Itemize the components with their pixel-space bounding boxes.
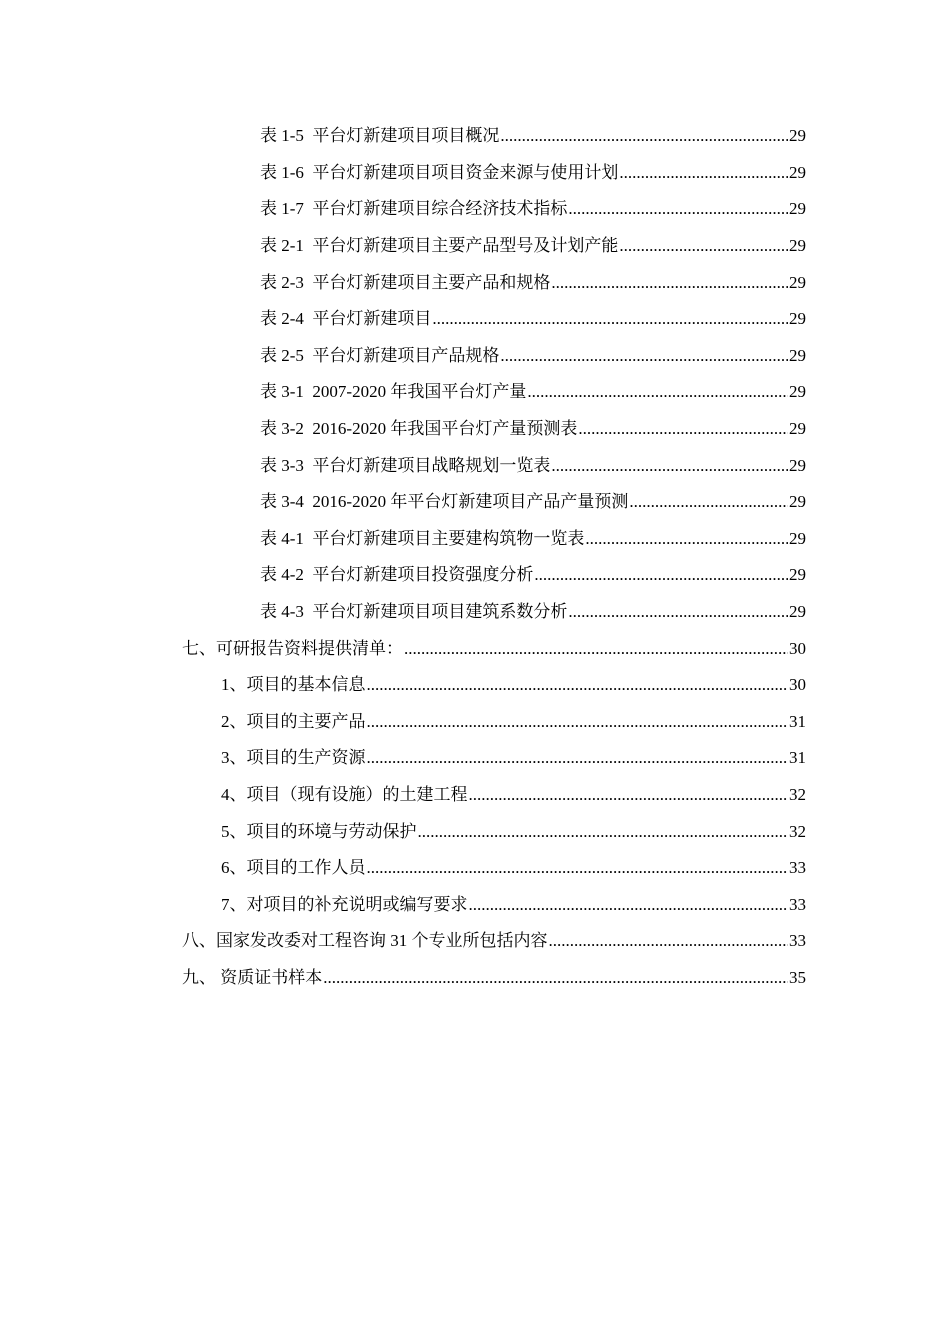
toc-entry-number: 表 1-6 [260,162,313,182]
toc-entry-page: 29 [789,602,806,622]
dot-leader [578,418,788,440]
toc-entry-item-5[interactable] [0,813,950,850]
toc-entry-number: 表 2-3 [260,272,313,292]
toc-entry-table-4-3[interactable] [0,594,950,631]
toc-entry-number: 表 3-2 [260,419,313,439]
toc-entry-page: 30 [789,638,806,658]
toc-entry-number: 表 4-1 [260,528,313,548]
toc-entry-title: 2、项目的主要产品 [221,711,366,731]
toc-entry-table-2-4[interactable] [0,301,950,338]
toc-entry-page: 30 [789,675,806,695]
toc-entry-number: 表 2-5 [260,345,313,365]
toc-entry-title: 七、可研报告资料提供清单： [182,638,403,658]
dot-leader [469,894,789,916]
toc-entry-title: 2016-2020 年我国平台灯产量预测表 [312,419,578,439]
dot-leader [500,125,788,147]
toc-entry-page: 33 [789,894,806,914]
toc-entry-number: 表 2-1 [260,236,313,256]
toc-entry-section-7[interactable] [0,630,950,667]
toc-entry-title: 6、项目的工作人员 [221,858,366,878]
toc-entry-page: 29 [789,565,806,585]
toc-entry-item-6[interactable] [0,850,950,887]
toc-entry-number: 表 4-3 [260,602,313,622]
toc-entry-table-3-2[interactable] [0,411,950,448]
toc-entry-table-1-7[interactable] [0,191,950,228]
toc-entry-number: 表 3-4 [260,492,313,512]
toc-entry-table-4-1[interactable] [0,521,950,558]
toc-entry-title: 4、项目（现有设施）的土建工程 [221,784,468,804]
toc-entry-title: 2007-2020 年我国平台灯产量 [312,382,527,402]
toc-entry-number: 表 2-4 [260,309,313,329]
toc-entry-title: 平台灯新建项目主要建构筑物一览表 [312,528,585,548]
toc-entry-title: 平台灯新建项目主要产品型号及计划产能 [312,236,619,256]
toc-entry-table-3-3[interactable] [0,447,950,484]
toc-entry-page: 35 [789,967,806,987]
toc-entry-title: 平台灯新建项目产品规格 [312,345,500,365]
toc-entry-page: 32 [789,821,806,841]
table-of-contents [0,118,950,996]
dot-leader [549,930,789,952]
toc-entry-section-8[interactable] [0,923,950,960]
toc-entry-item-3[interactable] [0,740,950,777]
toc-entry-table-2-5[interactable] [0,338,950,375]
toc-entry-item-7[interactable] [0,886,950,923]
toc-entry-table-1-5[interactable] [0,118,950,155]
toc-entry-page: 29 [789,382,806,402]
dot-leader [619,162,788,184]
toc-entry-title: 7、对项目的补充说明或编写要求 [221,894,468,914]
toc-entry-title: 平台灯新建项目投资强度分析 [312,565,534,585]
toc-entry-table-3-1[interactable] [0,374,950,411]
toc-entry-item-4[interactable] [0,777,950,814]
toc-entry-number: 表 3-3 [260,455,313,475]
toc-entry-number: 表 1-7 [260,199,313,219]
toc-entry-item-1[interactable] [0,667,950,704]
toc-entry-table-2-3[interactable] [0,264,950,301]
toc-entry-number: 表 3-1 [260,382,313,402]
toc-entry-title: 八、国家发改委对工程咨询 31 个专业所包括内容 [182,931,548,951]
dot-leader [629,491,788,513]
dot-leader [551,272,788,294]
dot-leader [500,345,788,367]
toc-entry-page: 29 [789,272,806,292]
toc-entry-page: 32 [789,784,806,804]
dot-leader [551,455,788,477]
toc-entry-number: 表 1-5 [260,126,313,146]
dot-leader [619,235,788,257]
dot-leader [568,601,788,623]
dot-leader [367,674,789,696]
toc-entry-page: 29 [789,199,806,219]
toc-entry-title: 1、项目的基本信息 [221,675,366,695]
dot-leader [534,564,788,586]
dot-leader [527,381,788,403]
toc-entry-page: 29 [789,492,806,512]
toc-entry-title: 九、 资质证书样本 [182,967,323,987]
toc-entry-page: 29 [789,162,806,182]
toc-entry-page: 29 [789,419,806,439]
toc-entry-page: 29 [789,236,806,256]
toc-entry-table-1-6[interactable] [0,155,950,192]
toc-entry-title: 平台灯新建项目项目资金来源与使用计划 [312,162,619,182]
toc-entry-page: 29 [789,528,806,548]
dot-leader [568,198,788,220]
toc-entry-title: 平台灯新建项目主要产品和规格 [312,272,551,292]
toc-entry-title: 平台灯新建项目综合经济技术指标 [312,199,568,219]
dot-leader [367,711,789,733]
toc-entry-page: 31 [789,748,806,768]
toc-entry-title: 平台灯新建项目项目建筑系数分析 [312,602,568,622]
toc-entry-title: 3、项目的生产资源 [221,748,366,768]
toc-entry-page: 29 [789,126,806,146]
toc-entry-section-9[interactable] [0,960,950,997]
toc-entry-table-4-2[interactable] [0,557,950,594]
toc-entry-number: 表 4-2 [260,565,313,585]
toc-entry-title: 5、项目的环境与劳动保护 [221,821,417,841]
toc-entry-page: 29 [789,345,806,365]
dot-leader [469,784,789,806]
dot-leader [585,528,788,550]
toc-entry-page: 29 [789,455,806,475]
dot-leader [323,967,788,989]
toc-entry-page: 29 [789,309,806,329]
toc-entry-page: 33 [789,858,806,878]
toc-entry-title: 2016-2020 年平台灯新建项目产品产量预测 [312,492,629,512]
toc-entry-item-2[interactable] [0,704,950,741]
toc-entry-title: 平台灯新建项目 [312,309,432,329]
dot-leader [404,638,788,660]
toc-entry-page: 31 [789,711,806,731]
toc-entry-title: 平台灯新建项目项目概况 [312,126,500,146]
dot-leader [418,821,789,843]
toc-entry-title: 平台灯新建项目战略规划一览表 [312,455,551,475]
dot-leader [367,747,789,769]
toc-entry-table-2-1[interactable] [0,228,950,265]
toc-entry-table-3-4[interactable] [0,484,950,521]
dot-leader [432,308,788,330]
dot-leader [367,857,789,879]
toc-entry-page: 33 [789,931,806,951]
